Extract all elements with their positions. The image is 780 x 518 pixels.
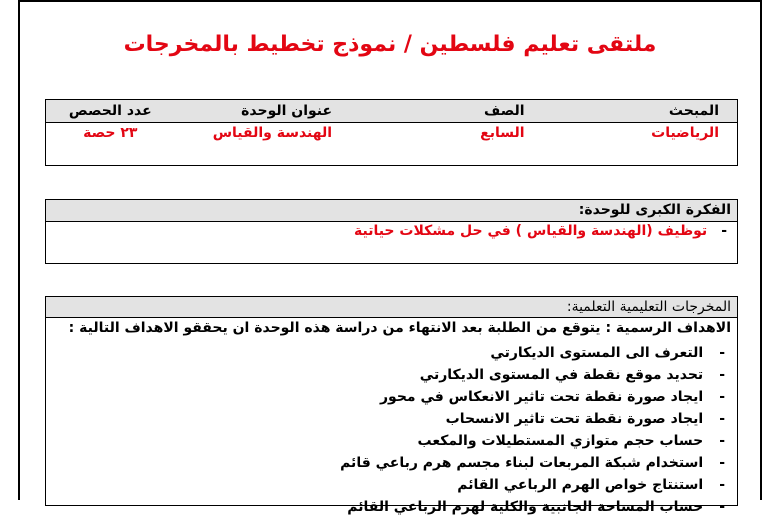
big-idea-section	[45, 199, 738, 264]
goal-item	[340, 496, 725, 518]
value-periods: ٢٣ حصة	[83, 125, 138, 141]
goal-item	[340, 386, 725, 408]
unit-info-table	[45, 99, 738, 166]
header-subject: المبحث	[668, 103, 719, 119]
goal-text: ايجاد صورة نقطة تحت تاثير الانعكاس في محور	[380, 389, 704, 405]
header-periods: عدد الحصص	[68, 103, 152, 119]
document-title: ملتقى تعليم فلسطين / نموذج تخطيط بالمخرجات	[123, 32, 657, 57]
bullet-dash: -	[719, 411, 725, 427]
goal-text: استنتاج خواص الهرم الرباعي القائم	[457, 477, 704, 493]
goal-text: حساب المساحة الجانبية والكلية لهرم الرباعي القائم	[347, 499, 704, 515]
goals-list	[340, 342, 725, 518]
value-unit-title: الهندسة والقياس	[212, 125, 333, 141]
big-idea-item	[354, 223, 727, 239]
header-unit-title: عنوان الوحدة	[241, 103, 333, 119]
bullet-dash: -	[719, 433, 725, 449]
page-border-right	[760, 0, 762, 500]
bullet-dash: -	[719, 499, 725, 515]
goal-item	[340, 474, 725, 496]
bullet-dash: -	[721, 223, 727, 239]
info-header-row	[46, 100, 737, 123]
big-idea-text: توظيف (الهندسة والقياس ) في حل مشكلات حياتية	[353, 223, 708, 239]
bullet-dash: -	[719, 455, 725, 471]
goal-text: تحديد موقع نقطة في المستوى الديكارتي	[419, 367, 704, 383]
page-border-top	[18, 0, 762, 2]
learning-outcomes-section	[45, 296, 738, 515]
header-grade: الصف	[484, 103, 525, 119]
info-values-row	[46, 122, 737, 144]
goal-text: التعرف الى المستوى الديكارتي	[490, 345, 704, 361]
goal-item	[340, 430, 725, 452]
goal-text: استخدام شبكة المربعات لبناء مجسم هرم رباعي قائم	[340, 455, 704, 471]
goal-text: ايجاد صورة نقطة تحت تاثير الانسحاب	[445, 411, 704, 427]
goal-text: حساب حجم متوازي المستطيلات والمكعب	[417, 433, 704, 449]
goal-item	[340, 452, 725, 474]
bullet-dash: -	[719, 345, 725, 361]
bullet-dash: -	[719, 389, 725, 405]
value-grade: السابع	[480, 125, 525, 141]
goal-item	[340, 364, 725, 386]
outcomes-heading: المخرجات التعليمية التعلمية:	[46, 297, 737, 318]
page-border-left	[18, 0, 20, 500]
value-subject: الرياضيات	[651, 125, 719, 141]
official-goals-intro: الاهداف الرسمية : يتوقع من الطلبة بعد الانتهاء من دراسة هذه الوحدة ان يحققو الاهداف التالية :	[68, 320, 731, 336]
bullet-dash: -	[719, 477, 725, 493]
big-idea-heading: الفكرة الكبرى للوحدة:	[46, 200, 737, 222]
goal-item	[340, 408, 725, 430]
bullet-dash: -	[719, 367, 725, 383]
goal-item	[340, 342, 725, 364]
